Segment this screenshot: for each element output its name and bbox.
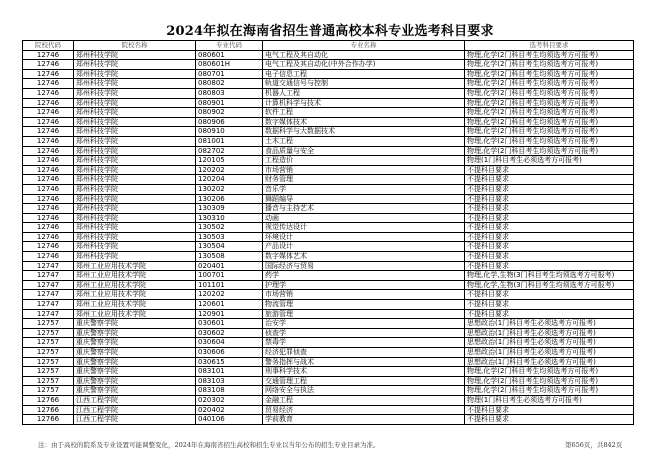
cell-major-name: 数字媒体艺术 bbox=[263, 252, 465, 262]
footer-note: 注：由于高校的院系及专业设置可能调整变化，2024年在海南省招生高校和招生专业以当年公布的招生专业目录为准。 bbox=[38, 441, 380, 449]
header-major-name: 专业名称 bbox=[263, 41, 465, 51]
cell-school-code: 12746 bbox=[23, 232, 74, 242]
cell-requirement: 物理,化学(2门科目考生均须选考方可报考) bbox=[465, 127, 634, 137]
table-row bbox=[23, 271, 634, 281]
cell-school-name: 郑州科技学院 bbox=[74, 88, 196, 98]
cell-school-name: 郑州工业应用技术学院 bbox=[74, 271, 196, 281]
cell-major-name: 刑事科学技术 bbox=[263, 367, 465, 377]
cell-school-name: 郑州科技学院 bbox=[74, 223, 196, 233]
table-header-row bbox=[23, 41, 634, 51]
cell-major-code: 120202 bbox=[196, 165, 263, 175]
cell-major-name: 动画 bbox=[263, 213, 465, 223]
cell-school-code: 12757 bbox=[23, 357, 74, 367]
cell-major-name: 播音与主持艺术 bbox=[263, 204, 465, 214]
table-row bbox=[23, 338, 634, 348]
cell-requirement: 物理,化学(2门科目考生均须选考方可报考) bbox=[465, 146, 634, 156]
cell-school-code: 12757 bbox=[23, 376, 74, 386]
cell-major-code: 130508 bbox=[196, 252, 263, 262]
cell-school-code: 12766 bbox=[23, 395, 74, 405]
cell-school-name: 郑州工业应用技术学院 bbox=[74, 280, 196, 290]
cell-school-code: 12747 bbox=[23, 300, 74, 310]
cell-major-code: 080701 bbox=[196, 69, 263, 79]
cell-school-code: 12747 bbox=[23, 309, 74, 319]
cell-school-name: 江西工程学院 bbox=[74, 405, 196, 415]
cell-requirement: 思想政治(1门科目考生必须选考方可报考) bbox=[465, 348, 634, 358]
cell-school-name: 郑州科技学院 bbox=[74, 242, 196, 252]
cell-major-name: 禁毒学 bbox=[263, 338, 465, 348]
cell-requirement: 不提科目要求 bbox=[465, 223, 634, 233]
table-row bbox=[23, 194, 634, 204]
cell-school-code: 12746 bbox=[23, 79, 74, 89]
cell-major-code: 083108 bbox=[196, 386, 263, 396]
cell-requirement: 物理,化学(2门科目考生均须选考方可报考) bbox=[465, 386, 634, 396]
cell-school-code: 12757 bbox=[23, 319, 74, 329]
cell-requirement: 物理,化学(2门科目考生均须选考方可报考) bbox=[465, 98, 634, 108]
cell-school-code: 12757 bbox=[23, 386, 74, 396]
cell-school-code: 12766 bbox=[23, 405, 74, 415]
cell-major-name: 贸易经济 bbox=[263, 405, 465, 415]
cell-major-code: 081001 bbox=[196, 136, 263, 146]
table-row bbox=[23, 184, 634, 194]
cell-major-name: 软件工程 bbox=[263, 108, 465, 118]
table-row bbox=[23, 146, 634, 156]
table-row bbox=[23, 309, 634, 319]
table-row bbox=[23, 232, 634, 242]
cell-major-name: 金融工程 bbox=[263, 395, 465, 405]
cell-requirement: 物理,化学(2门科目考生均须选考方可报考) bbox=[465, 117, 634, 127]
cell-school-name: 郑州科技学院 bbox=[74, 232, 196, 242]
cell-major-name: 电子信息工程 bbox=[263, 69, 465, 79]
table-row bbox=[23, 223, 634, 233]
cell-school-code: 12747 bbox=[23, 271, 74, 281]
table-row bbox=[23, 405, 634, 415]
page-title: 2024年拟在海南省招生普通高校本科专业选考科目要求 bbox=[166, 24, 494, 39]
header-school-name: 院校名称 bbox=[74, 41, 196, 51]
cell-school-name: 郑州工业应用技术学院 bbox=[74, 300, 196, 310]
cell-major-name: 财务管理 bbox=[263, 175, 465, 185]
cell-major-name: 治安学 bbox=[263, 319, 465, 329]
page-indicator: 第656页，共842页 bbox=[565, 441, 623, 449]
cell-requirement: 不提科目要求 bbox=[465, 204, 634, 214]
cell-major-name: 学前教育 bbox=[263, 415, 465, 425]
cell-major-name: 视觉传达设计 bbox=[263, 223, 465, 233]
cell-major-code: 030604 bbox=[196, 338, 263, 348]
cell-school-code: 12747 bbox=[23, 261, 74, 271]
table-row bbox=[23, 319, 634, 329]
cell-major-name: 护理学 bbox=[263, 280, 465, 290]
table-row bbox=[23, 415, 634, 425]
cell-school-code: 12766 bbox=[23, 415, 74, 425]
cell-requirement: 物理,化学(2门科目考生均须选考方可报考) bbox=[465, 136, 634, 146]
cell-school-code: 12746 bbox=[23, 204, 74, 214]
cell-school-name: 重庆警察学院 bbox=[74, 338, 196, 348]
cell-major-name: 产品设计 bbox=[263, 242, 465, 252]
header-school-code: 院校代码 bbox=[23, 41, 74, 51]
table-row bbox=[23, 395, 634, 405]
cell-school-code: 12746 bbox=[23, 127, 74, 137]
cell-major-code: 100701 bbox=[196, 271, 263, 281]
table-row bbox=[23, 376, 634, 386]
cell-major-name: 市场营销 bbox=[263, 290, 465, 300]
cell-school-name: 重庆警察学院 bbox=[74, 357, 196, 367]
cell-major-code: 080803 bbox=[196, 88, 263, 98]
cell-major-code: 130504 bbox=[196, 242, 263, 252]
cell-major-code: 120601 bbox=[196, 300, 263, 310]
cell-school-code: 12746 bbox=[23, 184, 74, 194]
cell-school-name: 郑州科技学院 bbox=[74, 184, 196, 194]
cell-requirement: 物理,化学(2门科目考生均须选考方可报考) bbox=[465, 60, 634, 70]
cell-major-name: 警务指挥与战术 bbox=[263, 357, 465, 367]
cell-requirement: 思想政治(1门科目考生必须选考方可报考) bbox=[465, 357, 634, 367]
cell-school-code: 12757 bbox=[23, 348, 74, 358]
cell-school-name: 郑州科技学院 bbox=[74, 204, 196, 214]
table-row bbox=[23, 127, 634, 137]
table-row bbox=[23, 175, 634, 185]
cell-school-name: 郑州科技学院 bbox=[74, 175, 196, 185]
cell-requirement: 物理,化学(2门科目考生均须选考方可报考) bbox=[465, 88, 634, 98]
cell-major-name: 土木工程 bbox=[263, 136, 465, 146]
cell-school-name: 郑州科技学院 bbox=[74, 117, 196, 127]
cell-school-code: 12746 bbox=[23, 108, 74, 118]
cell-major-code: 130202 bbox=[196, 184, 263, 194]
cell-requirement: 不提科目要求 bbox=[465, 242, 634, 252]
table-row bbox=[23, 300, 634, 310]
cell-major-code: 120204 bbox=[196, 175, 263, 185]
table-row bbox=[23, 50, 634, 60]
cell-requirement: 不提科目要求 bbox=[465, 415, 634, 425]
cell-major-code: 020402 bbox=[196, 405, 263, 415]
table-row bbox=[23, 252, 634, 262]
cell-major-name: 舞蹈编导 bbox=[263, 194, 465, 204]
cell-major-name: 食品质量与安全 bbox=[263, 146, 465, 156]
cell-major-code: 082702 bbox=[196, 146, 263, 156]
cell-major-name: 市场营销 bbox=[263, 165, 465, 175]
cell-major-code: 130503 bbox=[196, 232, 263, 242]
table-row bbox=[23, 367, 634, 377]
table-row bbox=[23, 328, 634, 338]
cell-school-name: 郑州科技学院 bbox=[74, 98, 196, 108]
cell-school-name: 郑州科技学院 bbox=[74, 69, 196, 79]
cell-requirement: 思想政治(1门科目考生必须选考方可报考) bbox=[465, 338, 634, 348]
cell-school-code: 12746 bbox=[23, 50, 74, 60]
cell-major-code: 130206 bbox=[196, 194, 263, 204]
table-row bbox=[23, 213, 634, 223]
table-row bbox=[23, 117, 634, 127]
cell-major-code: 030615 bbox=[196, 357, 263, 367]
cell-major-name: 音乐学 bbox=[263, 184, 465, 194]
table-row bbox=[23, 98, 634, 108]
cell-major-name: 工程造价 bbox=[263, 156, 465, 166]
cell-school-name: 重庆警察学院 bbox=[74, 376, 196, 386]
table-row bbox=[23, 348, 634, 358]
cell-major-code: 020302 bbox=[196, 395, 263, 405]
table-row bbox=[23, 386, 634, 396]
cell-major-code: 080601H bbox=[196, 60, 263, 70]
cell-requirement: 物理,化学(2门科目考生均须选考方可报考) bbox=[465, 69, 634, 79]
table-body bbox=[23, 50, 634, 424]
cell-school-name: 郑州科技学院 bbox=[74, 252, 196, 262]
table-row bbox=[23, 156, 634, 166]
cell-school-name: 郑州科技学院 bbox=[74, 165, 196, 175]
cell-school-code: 12746 bbox=[23, 165, 74, 175]
cell-school-code: 12746 bbox=[23, 69, 74, 79]
cell-requirement: 不提科目要求 bbox=[465, 252, 634, 262]
header-major-code: 专业代码 bbox=[196, 41, 263, 51]
cell-school-name: 重庆警察学院 bbox=[74, 386, 196, 396]
cell-requirement: 不提科目要求 bbox=[465, 213, 634, 223]
cell-school-code: 12746 bbox=[23, 242, 74, 252]
table-row bbox=[23, 357, 634, 367]
requirements-table bbox=[22, 40, 634, 425]
cell-major-code: 080601 bbox=[196, 50, 263, 60]
cell-major-name: 机器人工程 bbox=[263, 88, 465, 98]
cell-major-code: 120105 bbox=[196, 156, 263, 166]
cell-major-code: 040106 bbox=[196, 415, 263, 425]
cell-school-name: 江西工程学院 bbox=[74, 395, 196, 405]
cell-school-code: 12746 bbox=[23, 223, 74, 233]
cell-requirement: 不提科目要求 bbox=[465, 232, 634, 242]
cell-major-name: 电气工程及其自动化 bbox=[263, 50, 465, 60]
cell-requirement: 物理,化学(2门科目考生均须选考方可报考) bbox=[465, 367, 634, 377]
header-requirement: 选考科目要求 bbox=[465, 41, 634, 51]
cell-requirement: 物理,化学(2门科目考生均须选考方可报考) bbox=[465, 376, 634, 386]
cell-requirement: 物理,化学,生物(3门科目考生均须选考方可报考) bbox=[465, 280, 634, 290]
cell-requirement: 不提科目要求 bbox=[465, 175, 634, 185]
cell-school-name: 郑州科技学院 bbox=[74, 194, 196, 204]
cell-requirement: 不提科目要求 bbox=[465, 261, 634, 271]
table-row bbox=[23, 165, 634, 175]
cell-major-name: 网络安全与执法 bbox=[263, 386, 465, 396]
cell-major-code: 080802 bbox=[196, 79, 263, 89]
cell-school-name: 重庆警察学院 bbox=[74, 367, 196, 377]
cell-major-code: 080901 bbox=[196, 98, 263, 108]
cell-major-code: 120901 bbox=[196, 309, 263, 319]
cell-requirement: 物理,化学(2门科目考生均须选考方可报考) bbox=[465, 50, 634, 60]
cell-requirement: 物理(1门科目考生必须选考方可报考) bbox=[465, 395, 634, 405]
table-row bbox=[23, 136, 634, 146]
cell-major-code: 030606 bbox=[196, 348, 263, 358]
cell-school-name: 重庆警察学院 bbox=[74, 328, 196, 338]
cell-school-code: 12747 bbox=[23, 290, 74, 300]
table-row bbox=[23, 261, 634, 271]
cell-requirement: 物理,化学(2门科目考生均须选考方可报考) bbox=[465, 108, 634, 118]
cell-major-name: 电气工程及其自动化(中外合作办学) bbox=[263, 60, 465, 70]
cell-requirement: 不提科目要求 bbox=[465, 300, 634, 310]
cell-major-name: 数据科学与大数据技术 bbox=[263, 127, 465, 137]
cell-school-code: 12746 bbox=[23, 136, 74, 146]
cell-school-name: 江西工程学院 bbox=[74, 415, 196, 425]
cell-requirement: 不提科目要求 bbox=[465, 309, 634, 319]
cell-requirement: 思想政治(1门科目考生必须选考方可报考) bbox=[465, 319, 634, 329]
cell-major-code: 120202 bbox=[196, 290, 263, 300]
table-row bbox=[23, 204, 634, 214]
cell-requirement: 思想政治(1门科目考生必须选考方可报考) bbox=[465, 328, 634, 338]
cell-major-code: 080910 bbox=[196, 127, 263, 137]
cell-requirement: 物理,化学(2门科目考生均须选考方可报考) bbox=[465, 79, 634, 89]
cell-major-code: 030601 bbox=[196, 319, 263, 329]
cell-requirement: 不提科目要求 bbox=[465, 194, 634, 204]
cell-school-code: 12757 bbox=[23, 338, 74, 348]
cell-requirement: 不提科目要求 bbox=[465, 290, 634, 300]
cell-major-code: 083103 bbox=[196, 376, 263, 386]
cell-school-name: 郑州工业应用技术学院 bbox=[74, 261, 196, 271]
cell-major-name: 药学 bbox=[263, 271, 465, 281]
table-row bbox=[23, 290, 634, 300]
cell-major-name: 国际经济与贸易 bbox=[263, 261, 465, 271]
cell-school-name: 重庆警察学院 bbox=[74, 348, 196, 358]
cell-school-name: 郑州工业应用技术学院 bbox=[74, 290, 196, 300]
cell-school-code: 12746 bbox=[23, 213, 74, 223]
cell-school-code: 12746 bbox=[23, 252, 74, 262]
cell-school-name: 郑州工业应用技术学院 bbox=[74, 309, 196, 319]
cell-school-name: 郑州科技学院 bbox=[74, 213, 196, 223]
cell-school-name: 郑州科技学院 bbox=[74, 79, 196, 89]
table-row bbox=[23, 60, 634, 70]
cell-school-name: 重庆警察学院 bbox=[74, 319, 196, 329]
table-row bbox=[23, 69, 634, 79]
cell-school-name: 郑州科技学院 bbox=[74, 156, 196, 166]
cell-major-code: 030602 bbox=[196, 328, 263, 338]
cell-major-name: 旅游管理 bbox=[263, 309, 465, 319]
cell-major-code: 083101 bbox=[196, 367, 263, 377]
cell-school-code: 12746 bbox=[23, 98, 74, 108]
cell-major-name: 侦查学 bbox=[263, 328, 465, 338]
cell-school-code: 12746 bbox=[23, 60, 74, 70]
cell-school-name: 郑州科技学院 bbox=[74, 136, 196, 146]
cell-major-code: 080906 bbox=[196, 117, 263, 127]
cell-major-name: 数字媒体技术 bbox=[263, 117, 465, 127]
cell-major-code: 130502 bbox=[196, 223, 263, 233]
cell-requirement: 不提科目要求 bbox=[465, 165, 634, 175]
cell-school-code: 12746 bbox=[23, 117, 74, 127]
table-row bbox=[23, 88, 634, 98]
cell-major-name: 计算机科学与技术 bbox=[263, 98, 465, 108]
cell-major-name: 经济犯罪侦查 bbox=[263, 348, 465, 358]
cell-school-name: 郑州科技学院 bbox=[74, 127, 196, 137]
cell-major-name: 轨道交通信号与控制 bbox=[263, 79, 465, 89]
cell-major-name: 环境设计 bbox=[263, 232, 465, 242]
table-row bbox=[23, 280, 634, 290]
table-row bbox=[23, 108, 634, 118]
cell-major-code: 130309 bbox=[196, 204, 263, 214]
cell-major-name: 物流管理 bbox=[263, 300, 465, 310]
table-row bbox=[23, 79, 634, 89]
cell-major-name: 交通管理工程 bbox=[263, 376, 465, 386]
cell-school-code: 12746 bbox=[23, 156, 74, 166]
cell-school-code: 12757 bbox=[23, 328, 74, 338]
cell-requirement: 物理,化学,生物(3门科目考生均须选考方可报考) bbox=[465, 271, 634, 281]
cell-school-code: 12746 bbox=[23, 194, 74, 204]
cell-school-code: 12746 bbox=[23, 175, 74, 185]
cell-requirement: 不提科目要求 bbox=[465, 405, 634, 415]
cell-school-code: 12757 bbox=[23, 367, 74, 377]
cell-school-code: 12746 bbox=[23, 88, 74, 98]
cell-school-name: 郑州科技学院 bbox=[74, 146, 196, 156]
cell-requirement: 不提科目要求 bbox=[465, 184, 634, 194]
cell-major-code: 101101 bbox=[196, 280, 263, 290]
cell-requirement: 物理(1门科目考生必须选考方可报考) bbox=[465, 156, 634, 166]
cell-school-name: 郑州科技学院 bbox=[74, 50, 196, 60]
cell-major-code: 020401 bbox=[196, 261, 263, 271]
cell-major-code: 080902 bbox=[196, 108, 263, 118]
cell-school-code: 12747 bbox=[23, 280, 74, 290]
cell-school-code: 12746 bbox=[23, 146, 74, 156]
table-row bbox=[23, 242, 634, 252]
cell-school-name: 郑州科技学院 bbox=[74, 60, 196, 70]
cell-major-code: 130310 bbox=[196, 213, 263, 223]
cell-school-name: 郑州科技学院 bbox=[74, 108, 196, 118]
